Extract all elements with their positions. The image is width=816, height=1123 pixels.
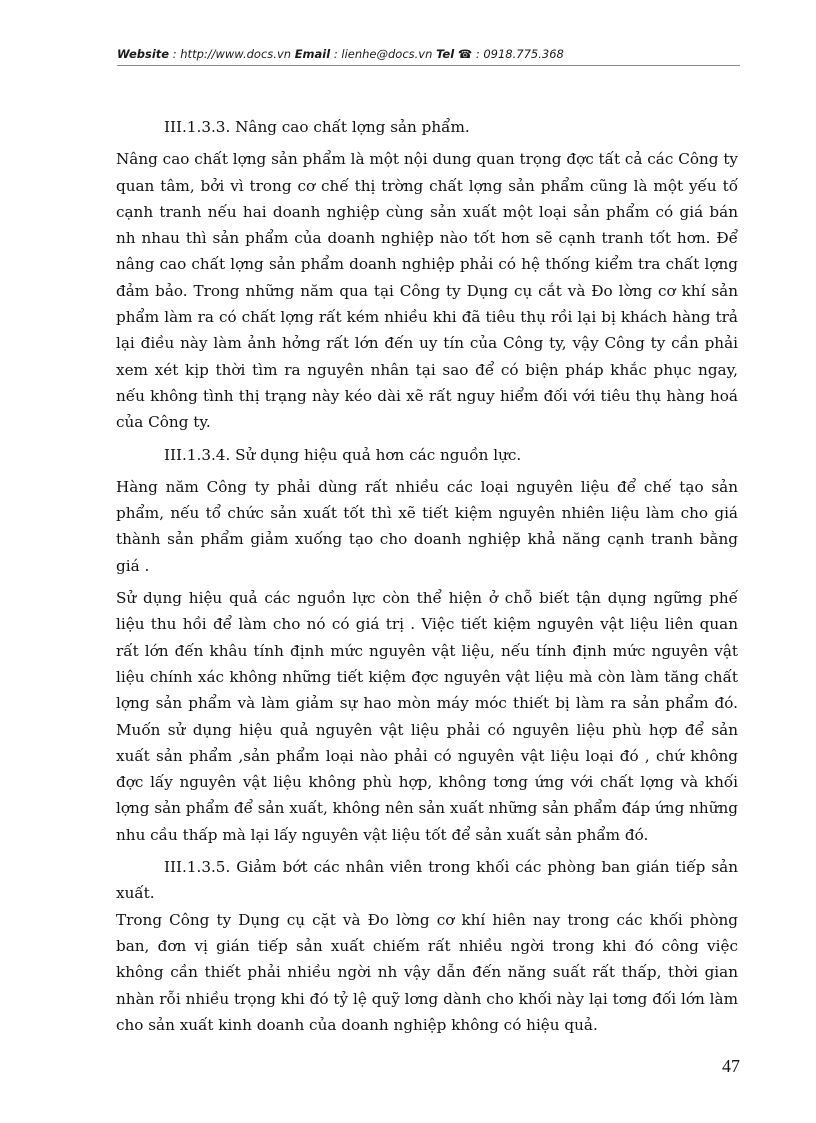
page-header: Website : http://www.docs.vn Email : lienhe@docs.vn Tel ☎ : 0918.775.368 <box>117 47 740 66</box>
phone-icon: ☎ <box>457 47 473 61</box>
website-label: Website <box>117 47 170 61</box>
website-link[interactable]: http://www.docs.vn <box>180 47 292 61</box>
page-number: 47 <box>722 1056 740 1076</box>
section-heading-2: III.1.3.4. Sử dụng hiệu quả hơn các nguồn lực. <box>164 445 522 464</box>
section-heading-1: III.1.3.3. Nâng cao chất lợng sản phẩm. <box>164 118 470 136</box>
paragraph-staff: Trong Công ty Dụng cụ cặt và Đo lờng cơ khí hiên nay trong các khối phòng ban, đơn vị gián tiếp sản xuất chiếm rất nhiều ngời trong khi đó công việc không cần thiết phải nhiều ngời nh vậy dẫn đến năng suất rất thấp, thời gian nhàn rỗi nhiều trọng khi đó tỷ lệ quỹ lơng dành cho khối này lại tơng đối lớn làm cho sản xuất kinh doanh của doanh nghiệp không có hiệu quả. <box>116 910 738 1034</box>
tel-label: Tel <box>436 47 455 61</box>
email-label: Email <box>294 47 331 61</box>
paragraph-resources: Sử dụng hiệu quả các nguồn lực còn thể hiện ở chỗ biết tận dụng ngững phế liệu thu hồi để làm cho nó có giá trị . Việc tiết kiệm nguyên vật liệu liên quan rất lớn đến khâu tính định mức nguyên vật liệu, nếu tính định mức nguyên vật liệu chính xác không những tiết kiệm đợc nguyên vật liệu mà còn làm tăng chất lợng sản phẩm và làm giảm sự hao mòn máy móc thiết bị làm ra sản phẩm đó. Muốn sử dụng hiệu quả nguyên vật liệu phải có nguyên liệu phù hợp để sản xuất sản phẩm ,sản phẩm loại nào phải có nguyên vật liệu loại đó , chứ không đợc lấy nguyên vật liệu không phù hợp, không tơng ứng với chất lợng và khối lợng sản phẩm để sản xuất, không nên sản xuất những sản phẩm đáp ứng những nhu cầu thấp mà lại lấy nguyên vật liệu tốt để sản xuất sản phẩm đó. <box>116 589 738 844</box>
paragraph-quality: Nâng cao chất lợng sản phẩm là một nội dung quan trọng đợc tất cả các Công ty quan tâm, bởi vì trong cơ chế thị trờng chất lợng sản phẩm cũng là một yếu tố cạnh tranh nếu hai doanh nghiệp cùng sản xuất một loại sản phẩm có giá bán nh nhau thì sản phẩm của doanh nghiệp nào tốt hơn sẽ cạnh tranh tốt hơn. Để nâng cao chất lợng sản phẩm doanh nghiệp phải có hệ thống kiểm tra chất lợng đảm bảo. Trong những năm qua tại Công ty Dụng cụ cắt và Đo lờng cơ khí sản phẩm làm ra có chất lợng rất kém nhiều khi đã tiêu thụ rồi lại bị khách hàng trả lại điều này làm ảnh hởng rất lớn đến uy tín của Công ty, vậy Công ty cần phải xem xét kịp thời tìm ra nguyên nhân tại sao để có biện pháp khắc phục ngay, nếu không tình thị trạng này kéo dài xẽ rất nguy hiểm đối với tiêu thụ hàng hoá của Công ty. <box>116 150 738 432</box>
section-heading-3: III.1.3.5. Giảm bớt các nhân viên trong khối các phòng ban gián tiếp sản xuất. <box>116 858 738 903</box>
tel-number: 0918.775.368 <box>483 47 564 61</box>
document-body <box>116 114 738 1044</box>
paragraph-materials: Hàng năm Công ty phải dùng rất nhiều các loại nguyên liệu để chế tạo sản phẩm, nếu tổ chức sản xuất tốt thì xẽ tiết kiệm nguyên nhiên liệu làm cho giá thành sản phẩm giảm xuống tạo cho doanh nghiệp khả năng cạnh tranh bằng giá . <box>116 477 738 575</box>
email-link[interactable]: lienhe@docs.vn <box>341 47 433 61</box>
